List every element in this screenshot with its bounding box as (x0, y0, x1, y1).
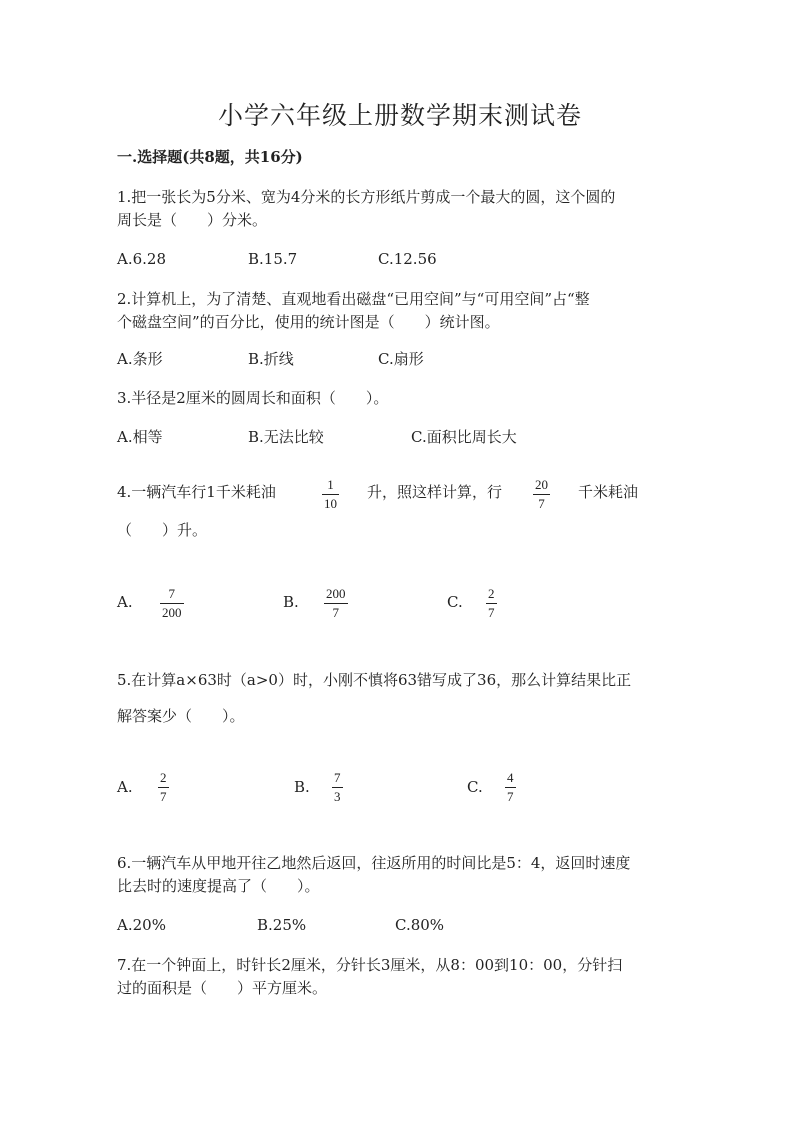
fraction-denominator: 7 (160, 789, 167, 804)
question-4-option-b-letter: B. (283, 593, 299, 611)
fraction-bar (324, 603, 348, 604)
fraction-denominator: 10 (324, 496, 337, 511)
question-4-option-a-fraction (160, 587, 184, 620)
section-heading: 一.选择题(共8题，共16分) (117, 148, 303, 166)
question-3-option-a: A.相等 (117, 428, 163, 446)
fraction-numerator: 20 (535, 477, 548, 492)
question-4-option-c-fraction (486, 587, 497, 620)
question-7-line-2: 过的面积是（ ）平方厘米。 (117, 979, 328, 997)
question-5-option-a-letter: A. (117, 778, 133, 796)
question-1-option-c: C.12.56 (378, 250, 437, 268)
question-2-line-2: 个磁盘空间”的百分比，使用的统计图是（ ）统计图。 (117, 313, 500, 331)
fraction-denominator: 7 (332, 605, 339, 620)
fraction-bar (332, 787, 343, 788)
question-4-fraction-2 (533, 478, 550, 511)
fraction-numerator: 4 (507, 770, 514, 785)
fraction-numerator: 7 (168, 586, 175, 601)
fraction-bar (505, 787, 516, 788)
question-1-line-1: 1.把一张长为5分米、宽为4分米的长方形纸片剪成一个最大的圆，这个圆的 (117, 188, 616, 206)
fraction-bar (158, 787, 169, 788)
question-4-option-c-letter: C. (447, 593, 463, 611)
question-1-line-2: 周长是（ ）分米。 (117, 211, 268, 229)
question-1-option-a: A.6.28 (117, 250, 166, 268)
fraction-numerator: 7 (334, 770, 341, 785)
question-5-option-c-letter: C. (467, 778, 483, 796)
question-7-line-1: 7.在一个钟面上，时针长2厘米，分针长3厘米，从8：00到10：00，分针扫 (117, 956, 623, 974)
question-1-option-b: B.15.7 (248, 250, 298, 268)
question-2-option-c: C.扇形 (378, 350, 424, 368)
fraction-denominator: 7 (488, 605, 495, 620)
fraction-bar (533, 494, 550, 495)
question-6-line-1: 6.一辆汽车从甲地开往乙地然后返回，往返所用的时间比是5：4，返回时速度 (117, 854, 631, 872)
fraction-denominator: 3 (334, 789, 341, 804)
question-5-line-2: 解答案少（ ）。 (117, 707, 245, 725)
fraction-denominator: 7 (538, 496, 545, 511)
question-5-option-c-fraction (505, 771, 516, 804)
page-title: 小学六年级上册数学期末测试卷 (217, 101, 582, 130)
question-2-line-1: 2.计算机上，为了清楚、直观地看出磁盘“已用空间”与“可用空间”占“整 (117, 290, 590, 308)
fraction-numerator: 200 (326, 586, 346, 601)
question-2-option-a: A.条形 (117, 350, 163, 368)
question-5-option-b-fraction (332, 771, 343, 804)
question-4-text-part-4: （ ）升。 (117, 521, 208, 539)
question-3-option-b: B.无法比较 (248, 428, 324, 446)
question-4-option-a-letter: A. (117, 593, 133, 611)
question-6-option-a: A.20% (117, 916, 166, 934)
fraction-numerator: 2 (488, 586, 495, 601)
question-4-text-part-2: 升，照这样计算，行 (367, 483, 503, 501)
question-4-text-part-1: 4.一辆汽车行1千米耗油 (117, 483, 276, 501)
fraction-bar (322, 494, 339, 495)
question-3-option-c: C.面积比周长大 (411, 428, 517, 446)
question-5-option-a-fraction (158, 771, 169, 804)
question-4-fraction-1 (322, 478, 339, 511)
fraction-denominator: 7 (507, 789, 514, 804)
fraction-bar (486, 603, 497, 604)
question-6-option-c: C.80% (395, 916, 445, 934)
question-4-text-part-3: 千米耗油 (578, 483, 639, 501)
question-3-line-1: 3.半径是2厘米的圆周长和面积（ ）。 (117, 389, 389, 407)
fraction-numerator: 2 (160, 770, 167, 785)
fraction-bar (160, 603, 184, 604)
question-6-line-2: 比去时的速度提高了（ ）。 (117, 877, 320, 895)
question-5-option-b-letter: B. (294, 778, 310, 796)
question-2-option-b: B.折线 (248, 350, 294, 368)
fraction-denominator: 200 (162, 605, 182, 620)
question-5-line-1: 5.在计算a×63时（a>0）时，小刚不慎将63错写成了36，那么计算结果比正 (117, 671, 632, 689)
fraction-numerator: 1 (327, 477, 334, 492)
question-4-option-b-fraction (324, 587, 348, 620)
question-6-option-b: B.25% (257, 916, 307, 934)
